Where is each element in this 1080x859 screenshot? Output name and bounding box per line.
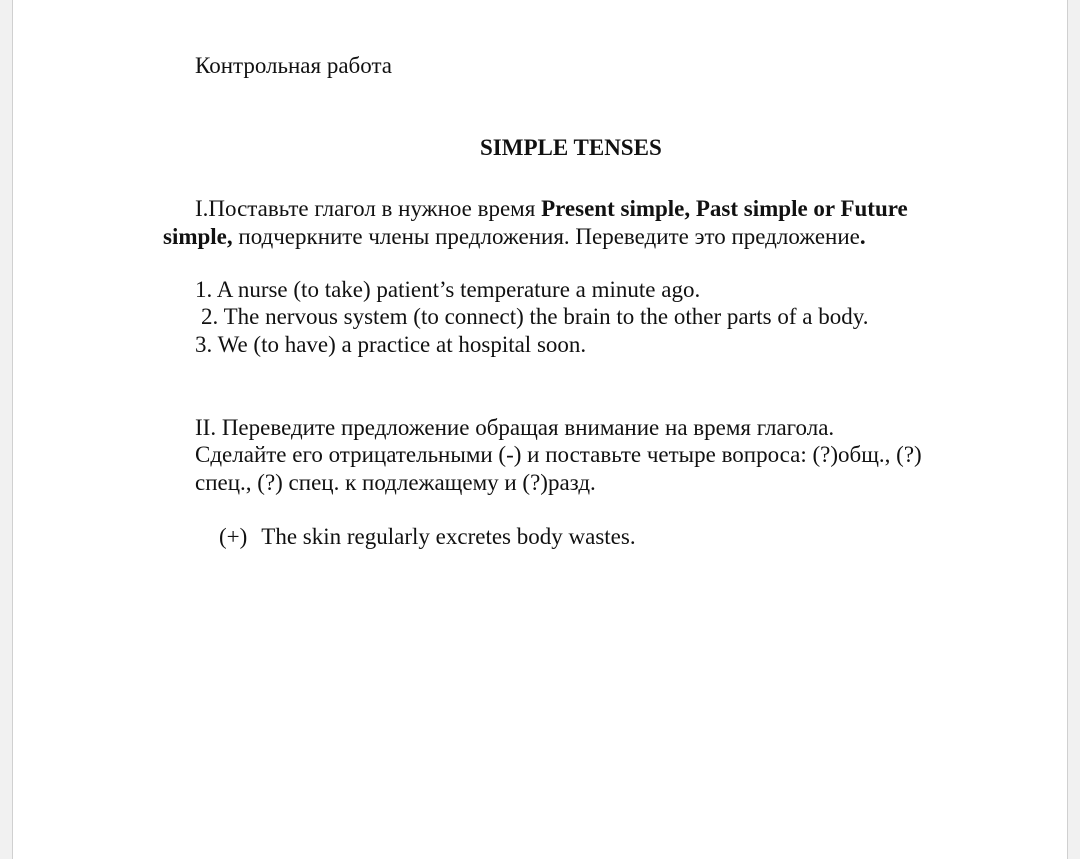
document-header: Контрольная работа (195, 53, 392, 78)
document-title: SIMPLE TENSES (480, 135, 662, 160)
task1-period: . (859, 224, 866, 249)
example-line (219, 523, 636, 551)
task1-line2 (163, 223, 866, 251)
task2-line3: спец., (?) спец. к подлежащему и (?)разд. (195, 470, 596, 495)
task1-tenses: Present simple, Past simple or Future (541, 196, 908, 221)
task1-instruction: подчеркните члены предложения. Переведите это предложение (232, 224, 860, 249)
task2-line1: II. Переведите предложение обращая внимание на время глагола. (195, 415, 835, 440)
sentence-3: 3. We (to have) a practice at hospital soon. (195, 332, 587, 357)
task2-line2: Сделайте его отрицательными (-) и поставьте четыре вопроса: (?)общ., (?) (195, 442, 922, 467)
sentence-2: 2. The nervous system (to connect) the brain to the other parts of a body. (201, 304, 869, 329)
task1-tenses-end: simple, (163, 224, 233, 249)
example-marker: (+) (219, 524, 248, 549)
sentence-1: 1. A nurse (to take) patient’s temperature a minute ago. (195, 277, 701, 302)
task1-prefix: I.Поставьте глагол в нужное время (195, 196, 542, 221)
example-sentence: The skin regularly excretes body wastes. (261, 524, 636, 549)
task1-line1 (195, 195, 908, 223)
document-page (12, 0, 1068, 859)
